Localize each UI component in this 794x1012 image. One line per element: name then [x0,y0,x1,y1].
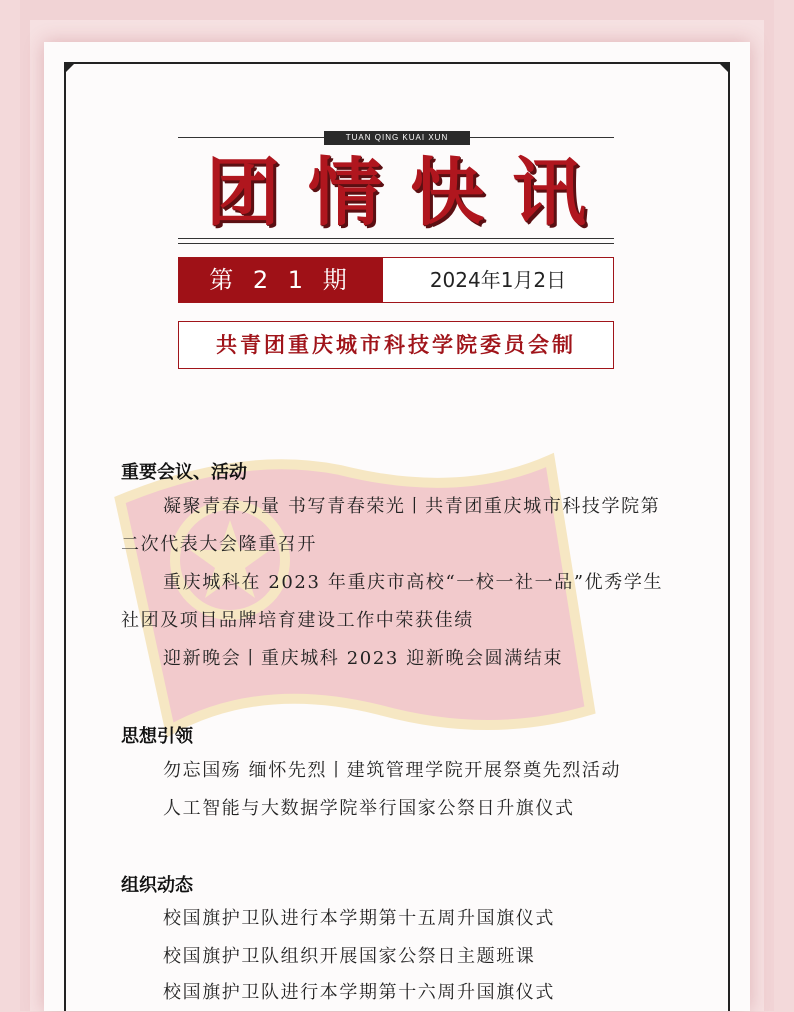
list-item[interactable] [121,790,677,828]
frame-right [728,62,730,1011]
item-text: 校国旗护卫队进行本学期第十六周升国旗仪式 [163,982,555,1003]
frame-left [64,62,66,1011]
header-subtitle: TUAN QING KUAI XUN [324,131,470,145]
corner-ornament [64,62,76,74]
list-item[interactable] [121,640,677,678]
list-item[interactable] [121,938,677,976]
header-rule [178,238,614,239]
list-item[interactable] [121,900,677,938]
item-text: 校国旗护卫队进行本学期第十五周升国旗仪式 [163,908,555,929]
corner-ornament [718,62,730,74]
section-title: 重要会议、活动 [121,462,247,483]
header-rule [178,243,614,244]
list-item[interactable] [121,752,677,790]
issue-date: 2024年1月2日 [429,268,567,292]
page-title: 团情快讯 [206,150,614,236]
section-title: 思想引领 [121,726,193,747]
issue-number: 第 2 1 期 [179,258,383,302]
item-text: 凝聚青春力量 书写青春荣光丨共青团重庆城市科技学院第二次代表大会隆重召开 [121,496,661,555]
list-item[interactable] [121,488,677,564]
item-text: 人工智能与大数据学院举行国家公祭日升旗仪式 [163,798,575,819]
item-text: 校国旗护卫队组织开展国家公祭日主题班课 [163,946,536,967]
list-item[interactable] [121,974,677,1012]
list-item[interactable] [121,564,677,640]
item-text: 迎新晚会丨重庆城科 2023 迎新晚会圆满结束 [163,648,564,669]
item-text: 勿忘国殇 缅怀先烈丨建筑管理学院开展祭奠先烈活动 [163,760,622,781]
section-title: 组织动态 [121,875,193,896]
item-text: 重庆城科在 2023 年重庆市高校“一校一社一品”优秀学生社团及项目品牌培育建设工作中荣获佳绩 [121,572,664,631]
issue-box [178,257,614,303]
frame-top [64,62,730,64]
organization-label: 共青团重庆城市科技学院委员会制 [178,321,614,369]
